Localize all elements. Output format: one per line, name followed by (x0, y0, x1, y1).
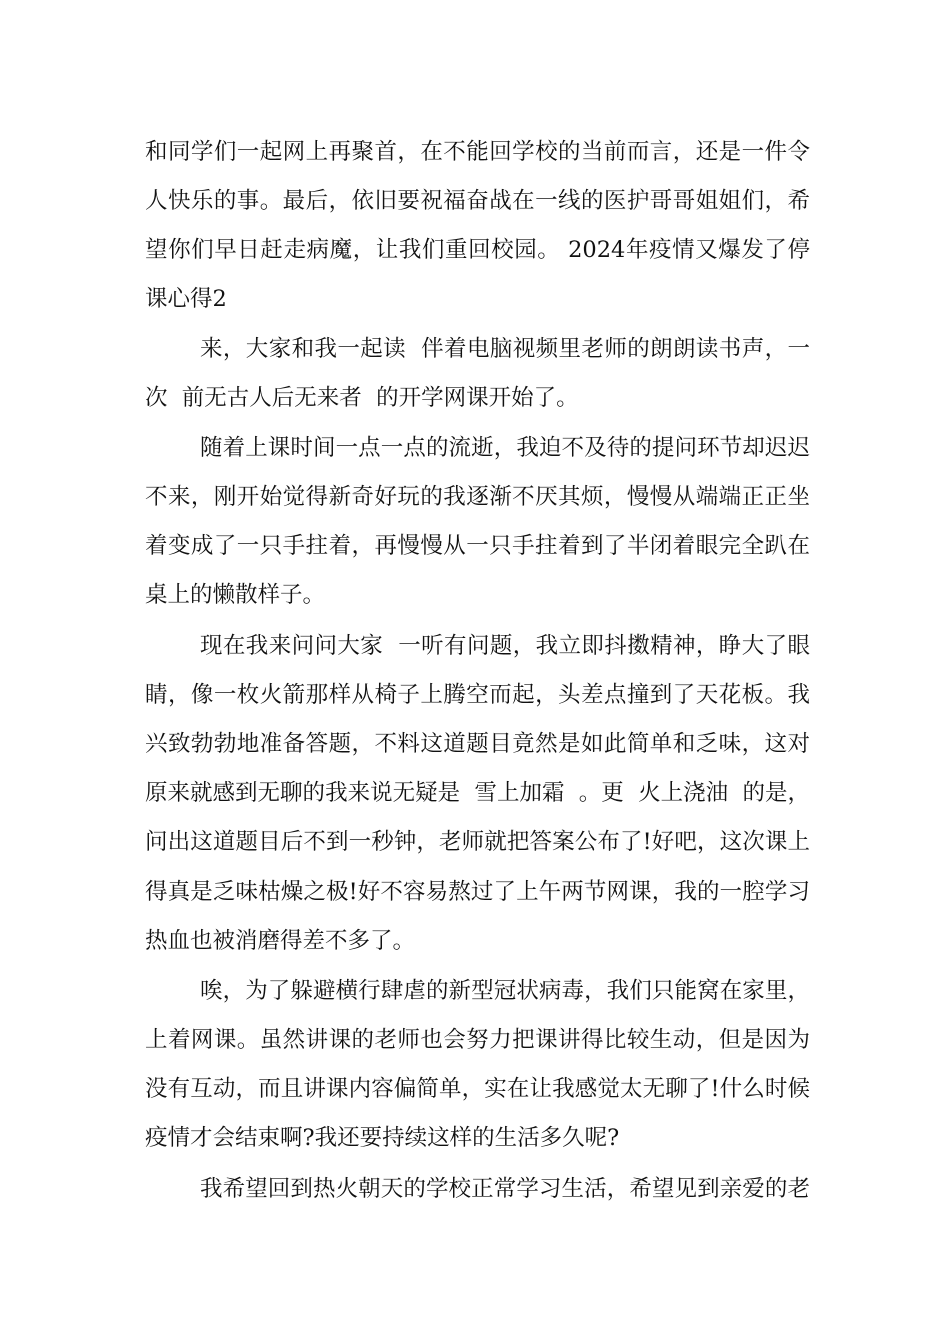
text-line: 和同学们一起网上再聚首，在不能回学校的当前而言，还是一件令 (145, 139, 810, 165)
text-line: 疫情才会结束啊?我还要持续这样的生活多久呢? (145, 1125, 620, 1151)
paragraph-first-line: 随着上课时间一点一点的流逝，我迫不及待的提问环节却迟迟 (200, 435, 810, 461)
text-line: 睛，像一枚火箭那样从椅子上腾空而起，头差点撞到了天花板。我 (145, 682, 810, 708)
text-line: 兴致勃勃地准备答题，不料这道题目竟然是如此简单和乏味，这对 (145, 731, 810, 757)
text-line: 不来，刚开始觉得新奇好玩的我逐渐不厌其烦，慢慢从端端正正坐 (145, 484, 810, 510)
text-line: 课心得2 (145, 286, 227, 312)
text-line: 桌上的懒散样子。 (145, 582, 326, 608)
text-line: 得真是乏味枯燥之极!好不容易熬过了上午两节网课，我的一腔学习 (145, 879, 810, 905)
paragraph-first-line: 唉，为了躲避横行肆虐的新型冠状病毒，我们只能窝在家里， (200, 978, 810, 1004)
text-line: 热血也被消磨得差不多了。 (145, 928, 416, 954)
text-line: 原来就感到无聊的我来说无疑是 雪上加霜 。更 火上浇油 的是， (145, 780, 810, 806)
text-line: 上着网课。虽然讲课的老师也会努力把课讲得比较生动，但是因为 (145, 1027, 810, 1053)
paragraph-first-line: 现在我来问问大家 一听有问题，我立即抖擞精神，睁大了眼 (200, 633, 810, 659)
paragraph-first-line: 来，大家和我一起读 伴着电脑视频里老师的朗朗读书声，一 (200, 336, 810, 362)
text-line: 没有互动，而且讲课内容偏简单，实在让我感觉太无聊了!什么时候 (145, 1076, 810, 1102)
text-line: 人快乐的事。最后，依旧要祝福奋战在一线的医护哥哥姐姐们，希 (145, 188, 810, 214)
text-line: 次 前无古人后无来者 的开学网课开始了。 (145, 385, 579, 411)
text-line: 问出这道题目后不到一秒钟，老师就把答案公布了!好吧，这次课上 (145, 829, 810, 855)
text-line: 着变成了一只手拄着，再慢慢从一只手拄着到了半闭着眼完全趴在 (145, 533, 810, 559)
paragraph-first-line: 我希望回到热火朝天的学校正常学习生活，希望见到亲爱的老 (200, 1176, 810, 1202)
text-line: 望你们早日赶走病魔，让我们重回校园。 2024年疫情又爆发了停 (145, 237, 810, 263)
